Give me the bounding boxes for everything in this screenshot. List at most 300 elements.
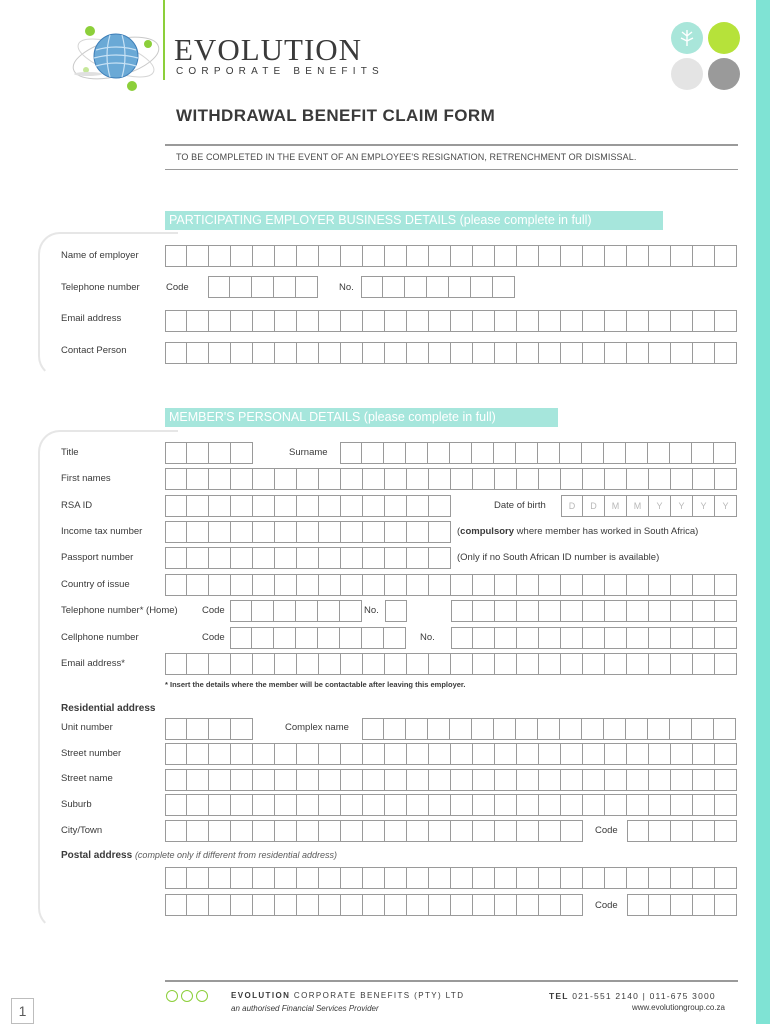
character-box[interactable] (495, 245, 517, 267)
character-box[interactable] (275, 769, 297, 791)
character-box[interactable] (561, 867, 583, 889)
character-box[interactable] (429, 495, 451, 517)
character-box[interactable] (473, 653, 495, 675)
character-box[interactable] (341, 310, 363, 332)
character-box[interactable] (451, 245, 473, 267)
character-box[interactable] (361, 276, 383, 298)
character-box[interactable] (297, 310, 319, 332)
character-box[interactable] (583, 574, 605, 596)
character-box[interactable] (231, 310, 253, 332)
character-box[interactable] (538, 718, 560, 740)
character-box[interactable] (561, 769, 583, 791)
character-box[interactable] (451, 600, 473, 622)
character-box[interactable] (341, 495, 363, 517)
character-box[interactable] (165, 521, 187, 543)
character-box[interactable] (428, 718, 450, 740)
member-title-boxes[interactable] (165, 442, 253, 464)
character-box[interactable] (165, 342, 187, 364)
character-box[interactable] (407, 820, 429, 842)
character-box[interactable] (363, 653, 385, 675)
character-box[interactable] (671, 627, 693, 649)
character-box[interactable] (341, 794, 363, 816)
character-box[interactable] (165, 894, 187, 916)
character-box[interactable] (275, 547, 297, 569)
character-box[interactable] (407, 653, 429, 675)
character-box[interactable] (187, 769, 209, 791)
character-box[interactable] (583, 627, 605, 649)
character-box[interactable] (649, 468, 671, 490)
character-box[interactable] (187, 495, 209, 517)
character-box[interactable] (209, 867, 231, 889)
character-box[interactable] (319, 547, 341, 569)
character-box[interactable] (429, 820, 451, 842)
character-box[interactable] (407, 743, 429, 765)
character-box[interactable] (407, 342, 429, 364)
character-box[interactable] (561, 245, 583, 267)
character-box[interactable] (297, 894, 319, 916)
character-box[interactable] (319, 743, 341, 765)
character-box[interactable] (231, 743, 253, 765)
postal-code-boxes[interactable] (627, 894, 737, 916)
character-box[interactable] (363, 574, 385, 596)
character-box[interactable] (450, 442, 472, 464)
character-box[interactable] (341, 894, 363, 916)
character-box[interactable] (187, 342, 209, 364)
character-box[interactable] (275, 521, 297, 543)
character-box[interactable] (517, 769, 539, 791)
character-box[interactable] (384, 442, 406, 464)
character-box[interactable] (341, 547, 363, 569)
character-box[interactable] (253, 653, 275, 675)
character-box[interactable] (209, 653, 231, 675)
character-box[interactable] (671, 867, 693, 889)
character-box[interactable] (385, 867, 407, 889)
character-box[interactable] (473, 600, 495, 622)
character-box[interactable] (363, 521, 385, 543)
character-box[interactable] (714, 718, 736, 740)
character-box[interactable] (385, 743, 407, 765)
character-box[interactable] (165, 743, 187, 765)
character-box[interactable] (539, 310, 561, 332)
character-box[interactable] (165, 547, 187, 569)
character-box[interactable] (319, 342, 341, 364)
character-box[interactable] (517, 867, 539, 889)
character-box[interactable] (649, 574, 671, 596)
character-box[interactable] (649, 245, 671, 267)
character-box[interactable] (693, 653, 715, 675)
character-box[interactable] (407, 794, 429, 816)
character-box[interactable] (297, 769, 319, 791)
postal-line2-boxes[interactable] (165, 894, 583, 916)
character-box[interactable] (231, 867, 253, 889)
character-box[interactable] (187, 743, 209, 765)
character-box[interactable] (209, 342, 231, 364)
character-box[interactable] (407, 867, 429, 889)
character-box[interactable] (670, 718, 692, 740)
character-box[interactable] (627, 600, 649, 622)
dob-digit-box[interactable]: Y (649, 495, 671, 517)
character-box[interactable] (451, 627, 473, 649)
character-box[interactable] (385, 820, 407, 842)
character-box[interactable] (253, 468, 275, 490)
character-box[interactable] (583, 867, 605, 889)
character-box[interactable] (363, 342, 385, 364)
character-box[interactable] (187, 820, 209, 842)
character-box[interactable] (451, 468, 473, 490)
character-box[interactable] (583, 468, 605, 490)
character-box[interactable] (363, 894, 385, 916)
character-box[interactable] (473, 820, 495, 842)
character-box[interactable] (671, 574, 693, 596)
character-box[interactable] (539, 769, 561, 791)
character-box[interactable] (384, 718, 406, 740)
character-box[interactable] (583, 794, 605, 816)
character-box[interactable] (340, 442, 362, 464)
character-box[interactable] (692, 718, 714, 740)
character-box[interactable] (187, 547, 209, 569)
character-box[interactable] (274, 600, 296, 622)
character-box[interactable] (473, 867, 495, 889)
character-box[interactable] (429, 894, 451, 916)
character-box[interactable] (493, 276, 515, 298)
character-box[interactable] (274, 627, 296, 649)
character-box[interactable] (363, 769, 385, 791)
character-box[interactable] (449, 276, 471, 298)
character-box[interactable] (165, 820, 187, 842)
character-box[interactable] (275, 653, 297, 675)
character-box[interactable] (693, 600, 715, 622)
member-country-boxes[interactable] (165, 574, 737, 596)
character-box[interactable] (297, 653, 319, 675)
member-cell-code-boxes[interactable] (230, 627, 406, 649)
character-box[interactable] (252, 627, 274, 649)
character-box[interactable] (693, 894, 715, 916)
character-box[interactable] (473, 574, 495, 596)
character-box[interactable] (715, 743, 737, 765)
character-box[interactable] (516, 442, 538, 464)
character-box[interactable] (693, 743, 715, 765)
character-box[interactable] (407, 894, 429, 916)
character-box[interactable] (451, 894, 473, 916)
character-box[interactable] (319, 310, 341, 332)
character-box[interactable] (495, 310, 517, 332)
character-box[interactable] (693, 769, 715, 791)
employer-telephone-number-boxes[interactable] (361, 276, 515, 298)
character-box[interactable] (297, 547, 319, 569)
character-box[interactable] (209, 574, 231, 596)
character-box[interactable] (494, 442, 516, 464)
character-box[interactable] (319, 894, 341, 916)
character-box[interactable] (627, 769, 649, 791)
character-box[interactable] (649, 310, 671, 332)
character-box[interactable] (649, 820, 671, 842)
character-box[interactable] (363, 547, 385, 569)
character-box[interactable] (671, 653, 693, 675)
character-box[interactable] (538, 442, 560, 464)
character-box[interactable] (715, 310, 737, 332)
character-box[interactable] (539, 342, 561, 364)
character-box[interactable] (473, 769, 495, 791)
character-box[interactable] (517, 310, 539, 332)
character-box[interactable] (649, 600, 671, 622)
character-box[interactable] (231, 574, 253, 596)
character-box[interactable] (495, 600, 517, 622)
character-box[interactable] (231, 245, 253, 267)
character-box[interactable] (649, 794, 671, 816)
character-box[interactable] (605, 310, 627, 332)
dob-digit-box[interactable]: D (561, 495, 583, 517)
character-box[interactable] (253, 547, 275, 569)
character-box[interactable] (231, 442, 253, 464)
character-box[interactable] (517, 342, 539, 364)
character-box[interactable] (649, 342, 671, 364)
character-box[interactable] (561, 794, 583, 816)
character-box[interactable] (605, 245, 627, 267)
character-box[interactable] (187, 442, 209, 464)
character-box[interactable] (340, 600, 362, 622)
character-box[interactable] (187, 468, 209, 490)
character-box[interactable] (319, 653, 341, 675)
character-box[interactable] (363, 310, 385, 332)
character-box[interactable] (473, 245, 495, 267)
character-box[interactable] (297, 495, 319, 517)
character-box[interactable] (473, 310, 495, 332)
character-box[interactable] (671, 600, 693, 622)
character-box[interactable] (187, 245, 209, 267)
character-box[interactable] (605, 627, 627, 649)
character-box[interactable] (715, 600, 737, 622)
character-box[interactable] (406, 442, 428, 464)
dob-digit-box[interactable]: Y (715, 495, 737, 517)
character-box[interactable] (165, 245, 187, 267)
character-box[interactable] (495, 769, 517, 791)
character-box[interactable] (319, 521, 341, 543)
character-box[interactable] (451, 867, 473, 889)
character-box[interactable] (187, 653, 209, 675)
character-box[interactable] (539, 820, 561, 842)
character-box[interactable] (165, 794, 187, 816)
character-box[interactable] (715, 468, 737, 490)
character-box[interactable] (319, 820, 341, 842)
character-box[interactable] (715, 894, 737, 916)
character-box[interactable] (517, 653, 539, 675)
character-box[interactable] (714, 442, 736, 464)
character-box[interactable] (429, 867, 451, 889)
character-box[interactable] (539, 794, 561, 816)
character-box[interactable] (297, 342, 319, 364)
character-box[interactable] (208, 276, 230, 298)
character-box[interactable] (385, 310, 407, 332)
character-box[interactable] (670, 442, 692, 464)
character-box[interactable] (297, 743, 319, 765)
character-box[interactable] (671, 342, 693, 364)
character-box[interactable] (165, 495, 187, 517)
character-box[interactable] (429, 521, 451, 543)
character-box[interactable] (627, 468, 649, 490)
character-box[interactable] (275, 894, 297, 916)
character-box[interactable] (495, 342, 517, 364)
character-box[interactable] (451, 310, 473, 332)
character-box[interactable] (517, 627, 539, 649)
character-box[interactable] (341, 574, 363, 596)
character-box[interactable] (209, 769, 231, 791)
member-tel-home-number-boxes[interactable] (451, 600, 737, 622)
character-box[interactable] (297, 468, 319, 490)
character-box[interactable] (671, 794, 693, 816)
character-box[interactable] (693, 468, 715, 490)
character-box[interactable] (209, 743, 231, 765)
character-box[interactable] (583, 653, 605, 675)
character-box[interactable] (671, 310, 693, 332)
character-box[interactable] (627, 794, 649, 816)
character-box[interactable] (693, 310, 715, 332)
character-box[interactable] (363, 468, 385, 490)
character-box[interactable] (297, 245, 319, 267)
character-box[interactable] (715, 574, 737, 596)
employer-name-boxes[interactable] (165, 245, 737, 267)
character-box[interactable] (583, 245, 605, 267)
character-box[interactable] (561, 574, 583, 596)
character-box[interactable] (473, 468, 495, 490)
character-box[interactable] (341, 743, 363, 765)
character-box[interactable] (693, 342, 715, 364)
character-box[interactable] (495, 574, 517, 596)
character-box[interactable] (252, 600, 274, 622)
character-box[interactable] (627, 310, 649, 332)
character-box[interactable] (209, 547, 231, 569)
character-box[interactable] (715, 245, 737, 267)
character-box[interactable] (341, 521, 363, 543)
character-box[interactable] (341, 653, 363, 675)
character-box[interactable] (407, 769, 429, 791)
character-box[interactable] (319, 769, 341, 791)
character-box[interactable] (583, 600, 605, 622)
character-box[interactable] (231, 653, 253, 675)
postal-line1-boxes[interactable] (165, 867, 737, 889)
character-box[interactable] (231, 547, 253, 569)
character-box[interactable] (561, 468, 583, 490)
character-box[interactable] (539, 627, 561, 649)
character-box[interactable] (451, 769, 473, 791)
character-box[interactable] (385, 794, 407, 816)
character-box[interactable] (473, 342, 495, 364)
character-box[interactable] (539, 574, 561, 596)
character-box[interactable] (209, 794, 231, 816)
character-box[interactable] (495, 894, 517, 916)
character-box[interactable] (253, 245, 275, 267)
character-box[interactable] (472, 442, 494, 464)
character-box[interactable] (583, 769, 605, 791)
character-box[interactable] (473, 627, 495, 649)
character-box[interactable] (363, 743, 385, 765)
character-box[interactable] (407, 574, 429, 596)
character-box[interactable] (429, 574, 451, 596)
character-box[interactable] (319, 468, 341, 490)
character-box[interactable] (429, 743, 451, 765)
character-box[interactable] (385, 245, 407, 267)
character-box[interactable] (627, 627, 649, 649)
character-box[interactable] (385, 653, 407, 675)
character-box[interactable] (715, 342, 737, 364)
character-box[interactable] (253, 574, 275, 596)
character-box[interactable] (165, 468, 187, 490)
character-box[interactable] (649, 627, 671, 649)
character-box[interactable] (539, 894, 561, 916)
character-box[interactable] (451, 342, 473, 364)
character-box[interactable] (319, 495, 341, 517)
character-box[interactable] (230, 627, 252, 649)
character-box[interactable] (385, 894, 407, 916)
character-box[interactable] (671, 743, 693, 765)
character-box[interactable] (297, 574, 319, 596)
member-tel-home-code-boxes[interactable] (230, 600, 362, 622)
character-box[interactable] (385, 769, 407, 791)
character-box[interactable] (230, 600, 252, 622)
character-box[interactable] (187, 794, 209, 816)
character-box[interactable] (429, 342, 451, 364)
character-box[interactable] (296, 627, 318, 649)
residential-street-name-boxes[interactable] (165, 769, 737, 791)
character-box[interactable] (187, 718, 209, 740)
character-box[interactable] (715, 794, 737, 816)
character-box[interactable] (362, 442, 384, 464)
character-box[interactable] (561, 653, 583, 675)
character-box[interactable] (429, 769, 451, 791)
character-box[interactable] (165, 574, 187, 596)
character-box[interactable] (407, 547, 429, 569)
character-box[interactable] (583, 342, 605, 364)
member-rsa-id-boxes[interactable] (165, 495, 451, 517)
character-box[interactable] (649, 653, 671, 675)
character-box[interactable] (362, 718, 384, 740)
character-box[interactable] (209, 521, 231, 543)
character-box[interactable] (319, 867, 341, 889)
character-box[interactable] (297, 794, 319, 816)
character-box[interactable] (363, 794, 385, 816)
character-box[interactable] (385, 495, 407, 517)
character-box[interactable] (649, 743, 671, 765)
dob-digit-box[interactable]: M (605, 495, 627, 517)
character-box[interactable] (231, 894, 253, 916)
character-box[interactable] (495, 468, 517, 490)
character-box[interactable] (473, 894, 495, 916)
character-box[interactable] (275, 468, 297, 490)
character-box[interactable] (627, 743, 649, 765)
character-box[interactable] (253, 743, 275, 765)
employer-contact-boxes[interactable] (165, 342, 737, 364)
dob-digit-box[interactable]: M (627, 495, 649, 517)
character-box[interactable] (715, 867, 737, 889)
character-box[interactable] (209, 495, 231, 517)
character-box[interactable] (627, 653, 649, 675)
character-box[interactable] (605, 574, 627, 596)
character-box[interactable] (231, 495, 253, 517)
character-box[interactable] (539, 600, 561, 622)
character-box[interactable] (384, 627, 406, 649)
character-box[interactable] (495, 743, 517, 765)
character-box[interactable] (560, 442, 582, 464)
character-box[interactable] (561, 627, 583, 649)
character-box[interactable] (253, 769, 275, 791)
character-box[interactable] (363, 820, 385, 842)
character-box[interactable] (517, 468, 539, 490)
character-box[interactable] (583, 743, 605, 765)
character-box[interactable] (253, 495, 275, 517)
character-box[interactable] (274, 276, 296, 298)
character-box[interactable] (582, 442, 604, 464)
character-box[interactable] (429, 547, 451, 569)
character-box[interactable] (187, 867, 209, 889)
